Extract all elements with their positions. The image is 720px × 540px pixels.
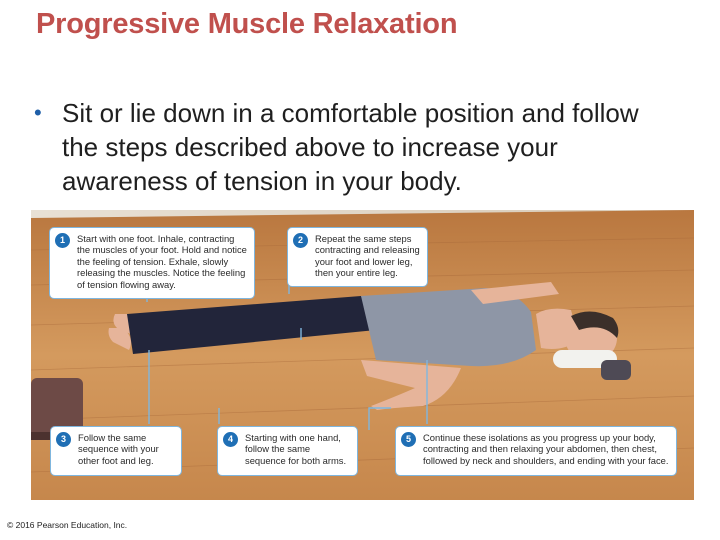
relaxation-figure xyxy=(31,210,694,500)
step-text-5: Continue these isolations as you progress up your body, contracting and then relaxing your abdomen, then chest, followed by neck and shoulders, and ending with your face. xyxy=(423,432,669,466)
step-text-2: Repeat the same steps contracting and releasing your foot and lower leg, then your entire leg. xyxy=(315,233,420,279)
step-callout-5 xyxy=(395,426,677,476)
step-callout-2 xyxy=(287,227,428,287)
step-text-1: Start with one foot. Inhale, contracting the muscles of your foot. Hold and notice the feeling of tension. Exhale, slowly releasing the muscles. Notice the feeling of tension flowing away. xyxy=(77,233,247,290)
step-number-1: 1 xyxy=(55,233,70,248)
step-number-5: 5 xyxy=(401,432,416,447)
step-callout-3 xyxy=(50,426,182,476)
copyright-notice: © 2016 Pearson Education, Inc. xyxy=(7,520,128,530)
step-callout-1 xyxy=(49,227,255,299)
bullet-item xyxy=(34,96,644,198)
bullet-marker: • xyxy=(34,100,42,125)
step-number-2: 2 xyxy=(293,233,308,248)
step-number-3: 3 xyxy=(56,432,71,447)
slide-title: Progressive Muscle Relaxation xyxy=(36,8,458,40)
step-text-4: Starting with one hand, follow the same sequence for both arms. xyxy=(245,432,347,466)
step-callout-4 xyxy=(217,426,358,476)
bullet-text: Sit or lie down in a comfortable position and follow the steps described above to increase your awareness of tension in your body. xyxy=(62,98,639,196)
step-number-4: 4 xyxy=(223,432,238,447)
step-text-3: Follow the same sequence with your other foot and leg. xyxy=(78,432,159,466)
